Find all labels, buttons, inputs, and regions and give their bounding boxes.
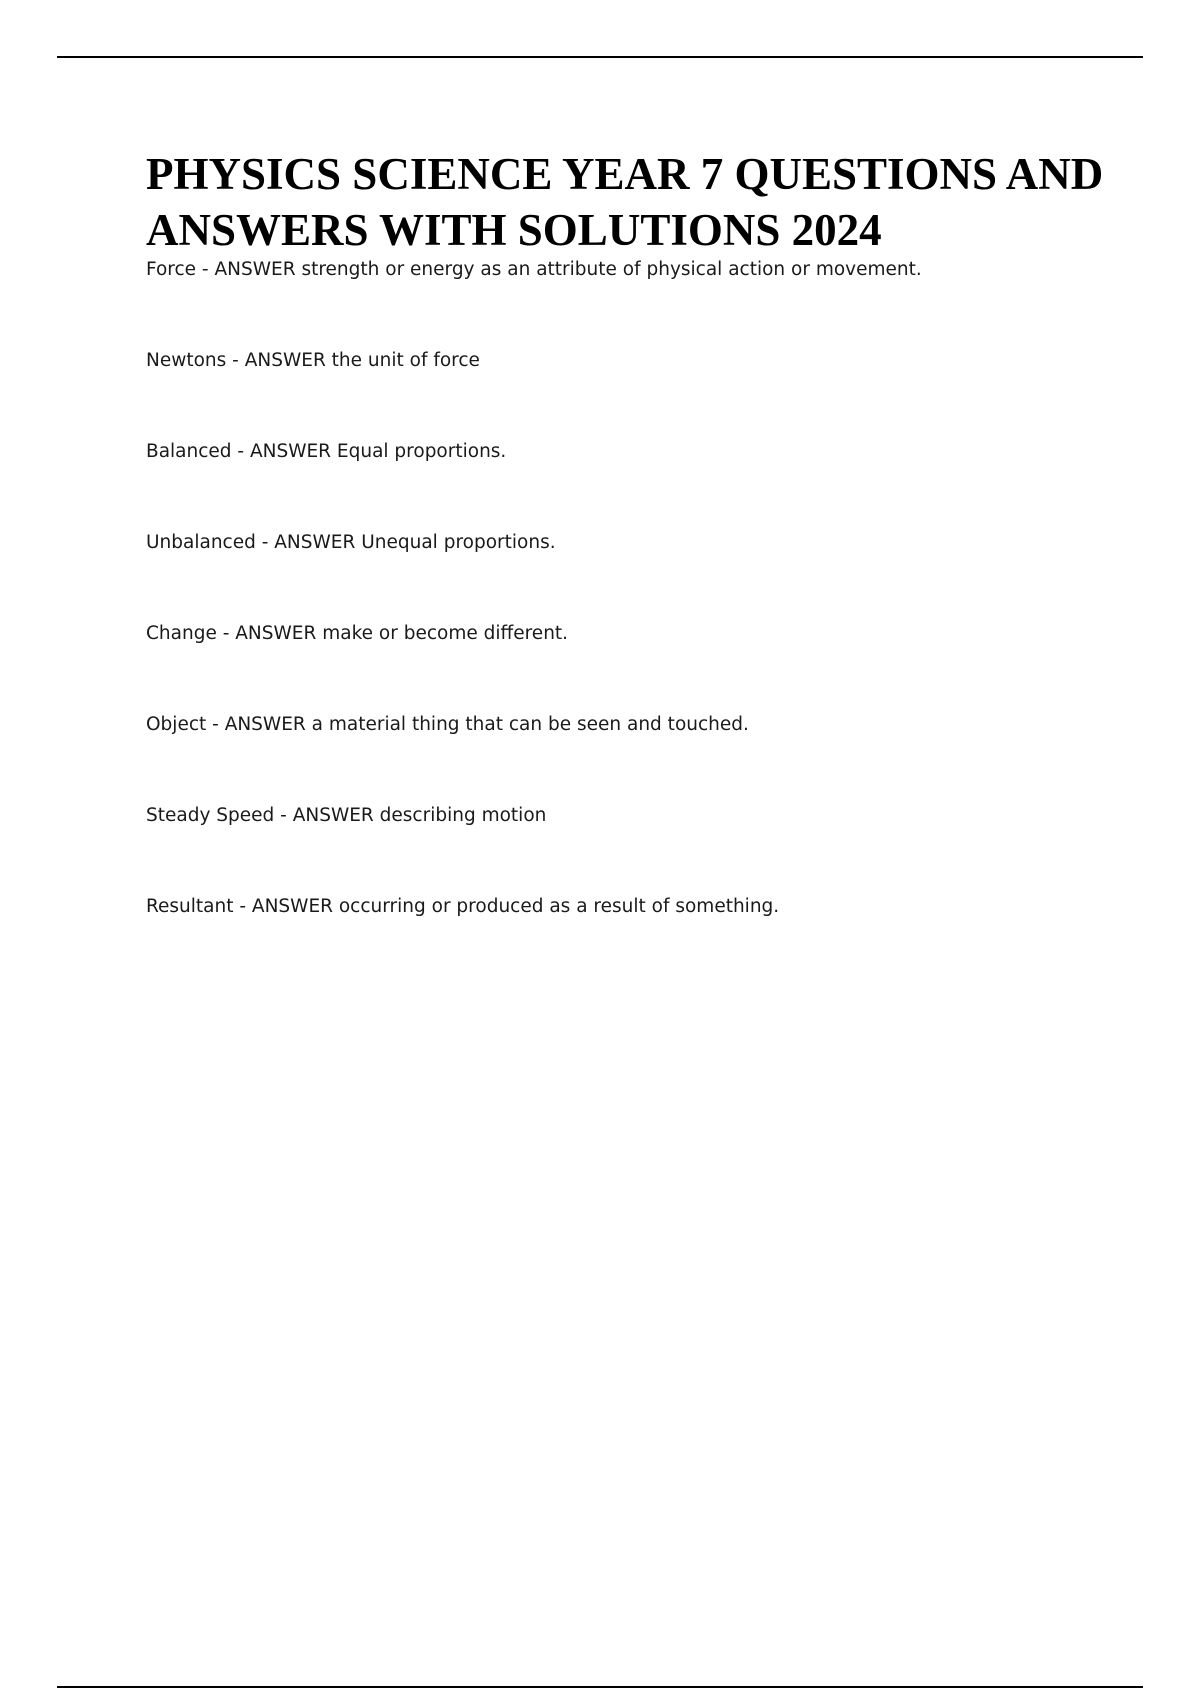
qa-item-object: Object - ANSWER a material thing that can be seen and touched. bbox=[146, 714, 749, 735]
bottom-rule bbox=[57, 1686, 1143, 1688]
qa-list bbox=[146, 256, 1146, 984]
qa-item-unbalanced: Unbalanced - ANSWER Unequal proportions. bbox=[146, 532, 556, 553]
top-rule bbox=[57, 56, 1143, 58]
qa-item-newtons: Newtons - ANSWER the unit of force bbox=[146, 350, 480, 371]
qa-item-force: Force - ANSWER strength or energy as an attribute of physical action or movement. bbox=[146, 259, 922, 280]
qa-item-resultant: Resultant - ANSWER occurring or produced as a result of something. bbox=[146, 896, 780, 917]
document-title: PHYSICS SCIENCE YEAR 7 QUESTIONS AND ANSWERS WITH SOLUTIONS 2024 bbox=[146, 149, 1104, 255]
qa-item-steady-speed: Steady Speed - ANSWER describing motion bbox=[146, 805, 547, 826]
qa-item-balanced: Balanced - ANSWER Equal proportions. bbox=[146, 441, 507, 462]
qa-item-change: Change - ANSWER make or become different. bbox=[146, 623, 569, 644]
